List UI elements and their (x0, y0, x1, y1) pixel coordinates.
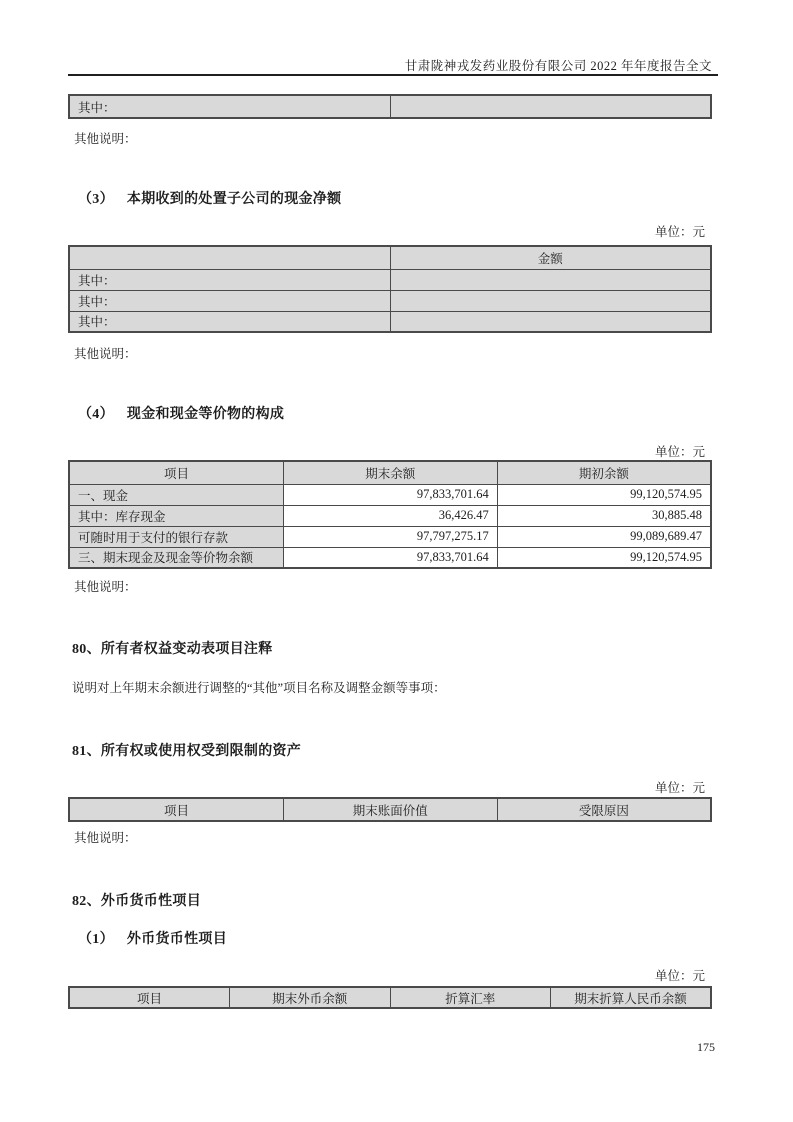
table-cell-item: 一、现金 (69, 484, 283, 505)
table-row (69, 526, 711, 547)
table-cell-end-balance: 36,426.47 (283, 505, 497, 526)
table-header-cell-item: 项目 (69, 798, 283, 821)
table-cell-item: 其中：库存现金 (69, 505, 283, 526)
table-header-cell-empty (69, 246, 390, 269)
table-cell-begin-balance: 30,885.48 (497, 505, 711, 526)
unit-label: 单位：元 (654, 781, 705, 795)
table-header-row (69, 987, 711, 1008)
table-cell-label: 其中： (69, 311, 390, 332)
section-3-number: （3） (78, 192, 114, 207)
section-3-heading (78, 188, 341, 208)
table-cell-begin-balance: 99,120,574.95 (497, 484, 711, 505)
header-divider (68, 74, 718, 76)
section-80-heading: 80、所有者权益变动表项目注释 (72, 642, 273, 657)
table-cell-value (390, 290, 711, 311)
table-header-row (69, 246, 711, 269)
table-header-cell-foreign-balance: 期末外币余额 (230, 987, 391, 1008)
table-header-row (69, 798, 711, 821)
table-cell-begin-balance: 99,089,689.47 (497, 526, 711, 547)
table-cell-item: 可随时用于支付的银行存款 (69, 526, 283, 547)
table-cell-label: 其中： (69, 95, 390, 118)
table-header-cell-item: 项目 (69, 461, 283, 484)
table-row (69, 547, 711, 568)
page-header-title: 甘肃陇神戎发药业股份有限公司 2022 年年度报告全文 (404, 59, 712, 73)
unit-label: 单位：元 (654, 969, 705, 983)
table-header-cell-item: 项目 (69, 987, 230, 1008)
table-row (69, 484, 711, 505)
section-4-table (68, 460, 712, 569)
section-4-number: （4） (78, 407, 114, 422)
section-80-body: 说明对上年期末余额进行调整的“其他”项目名称及调整金额等事项： (72, 681, 446, 695)
section-82-sub-number: （1） (78, 932, 114, 947)
section-81-heading: 81、所有权或使用权受到限制的资产 (72, 744, 302, 759)
table-header-cell-book-value: 期末账面价值 (283, 798, 497, 821)
unit-label: 单位：元 (654, 225, 705, 239)
unit-label: 单位：元 (654, 445, 705, 459)
section-4-title: 现金和现金等价物的构成 (126, 407, 285, 422)
section-82-heading: 82、外币货币性项目 (72, 894, 201, 909)
table-header-cell-ending: 期末余额 (283, 461, 497, 484)
section-82-table (68, 986, 712, 1009)
page-number: 175 (697, 1040, 715, 1054)
other-note: 其他说明： (74, 132, 137, 146)
table-header-cell-amount: 金额 (390, 246, 711, 269)
table-header-cell-beginning: 期初余额 (497, 461, 711, 484)
table-row (69, 311, 711, 332)
section-4-heading (78, 403, 284, 423)
carryover-table (68, 94, 712, 119)
table-cell-label: 其中： (69, 269, 390, 290)
other-note: 其他说明： (74, 347, 137, 361)
table-cell-value (390, 311, 711, 332)
table-row (69, 269, 711, 290)
table-cell-end-balance: 97,833,701.64 (283, 547, 497, 568)
table-header-cell-exchange-rate: 折算汇率 (390, 987, 551, 1008)
table-cell-value (390, 269, 711, 290)
table-row (69, 505, 711, 526)
section-3-title: 本期收到的处置子公司的现金净额 (126, 192, 342, 207)
table-header-cell-restriction-reason: 受限原因 (497, 798, 711, 821)
section-82-sub-heading (78, 928, 227, 948)
table-row (69, 290, 711, 311)
table-header-row (69, 461, 711, 484)
section-3-table (68, 245, 712, 333)
table-cell-end-balance: 97,797,275.17 (283, 526, 497, 547)
table-cell-label: 其中： (69, 290, 390, 311)
table-cell-end-balance: 97,833,701.64 (283, 484, 497, 505)
table-cell-begin-balance: 99,120,574.95 (497, 547, 711, 568)
section-82-sub-title: 外币货币性项目 (126, 932, 228, 947)
table-header-cell-rmb-balance: 期末折算人民币余额 (551, 987, 712, 1008)
table-row (69, 95, 711, 118)
section-81-table (68, 797, 712, 822)
table-cell-item: 三、期末现金及现金等价物余额 (69, 547, 283, 568)
table-cell-value (390, 95, 711, 118)
other-note: 其他说明： (74, 831, 137, 845)
other-note: 其他说明： (74, 580, 137, 594)
